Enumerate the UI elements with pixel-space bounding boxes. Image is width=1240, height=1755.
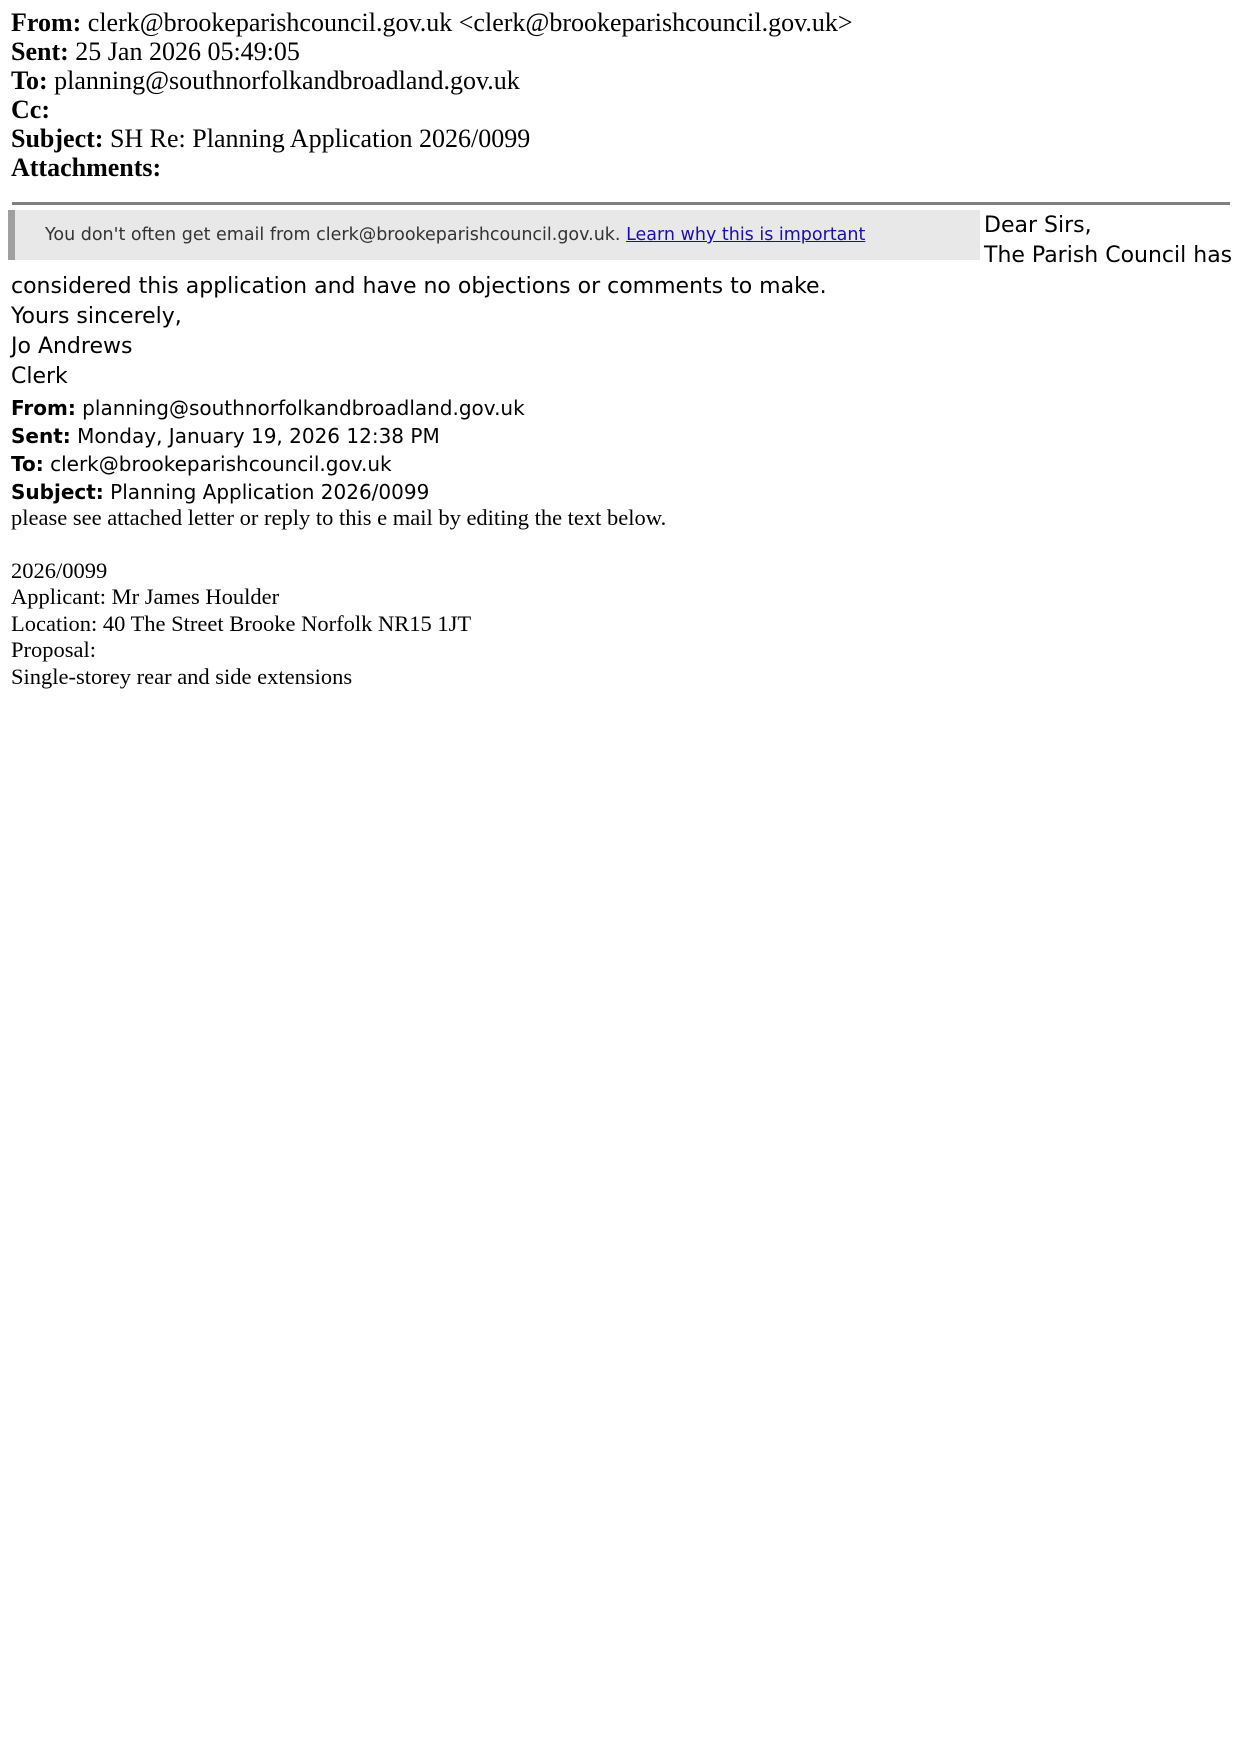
forwarded-header	[11, 394, 525, 506]
application-ref: 2026/0099	[11, 557, 108, 583]
email-header	[11, 8, 853, 182]
to-label: To:	[11, 66, 48, 95]
header-subject	[11, 124, 853, 153]
spacer	[11, 532, 666, 558]
location: Location: 40 The Street Brooke Norfolk NR15 1JT	[11, 610, 472, 636]
to-value: planning@southnorfolkandbroadland.gov.uk	[54, 66, 520, 95]
subject-label: Subject:	[11, 124, 104, 153]
fwd-to-value: clerk@brookeparishcouncil.gov.uk	[43, 452, 392, 476]
reply-body	[11, 272, 827, 392]
fwd-from-value: planning@southnorfolkandbroadland.gov.uk	[75, 396, 525, 420]
reply-line-3: considered this application and have no objections or comments to make.	[11, 274, 827, 299]
fwd-subject	[11, 478, 525, 506]
header-sent	[11, 37, 853, 66]
cc-label: Cc:	[11, 95, 50, 124]
learn-why-link[interactable]: Learn why this is important	[626, 225, 866, 245]
fwd-to-label: To:	[11, 452, 44, 476]
sent-label: Sent:	[11, 37, 69, 66]
applicant: Applicant: Mr James Houlder	[11, 584, 280, 609]
proposal: Single-storey rear and side extensions	[11, 663, 353, 689]
header-cc	[11, 95, 853, 124]
reply-line-6: Clerk	[11, 364, 68, 389]
header-divider	[12, 202, 1230, 205]
reply-greeting	[984, 211, 1232, 271]
fwd-sent-value: Monday, January 19, 2026 12:38 PM	[70, 424, 440, 448]
subject-value: SH Re: Planning Application 2026/0099	[109, 124, 531, 153]
proposal-label: Proposal:	[11, 637, 97, 662]
fwd-sent	[11, 422, 525, 450]
fwd-sent-label: Sent:	[11, 424, 71, 448]
attachments-label: Attachments:	[11, 153, 162, 182]
header-from	[11, 8, 853, 37]
original-message	[11, 505, 666, 690]
sent-value: 25 Jan 2026 05:49:05	[75, 37, 300, 66]
external-sender-banner	[8, 210, 980, 260]
header-attachments	[11, 153, 853, 182]
fwd-from	[11, 394, 525, 422]
reply-line-5: Jo Andrews	[11, 334, 133, 359]
from-value: clerk@brookeparishcouncil.gov.uk <clerk@brookeparishcouncil.gov.uk>	[87, 8, 853, 37]
header-to	[11, 66, 853, 95]
fwd-subject-value: Planning Application 2026/0099	[103, 480, 430, 504]
from-label: From:	[11, 8, 82, 37]
fwd-subject-label: Subject:	[11, 480, 104, 504]
fwd-to	[11, 450, 525, 478]
reply-line-4: Yours sincerely,	[11, 304, 182, 329]
fwd-from-label: From:	[11, 396, 76, 420]
banner-text: You don't often get email from clerk@brookeparishcouncil.gov.uk.	[45, 225, 627, 245]
reply-line-2: The Parish Council has	[984, 243, 1233, 268]
original-intro: please see attached letter or reply to this e mail by editing the text below.	[11, 505, 667, 530]
reply-line-1: Dear Sirs,	[984, 213, 1092, 238]
